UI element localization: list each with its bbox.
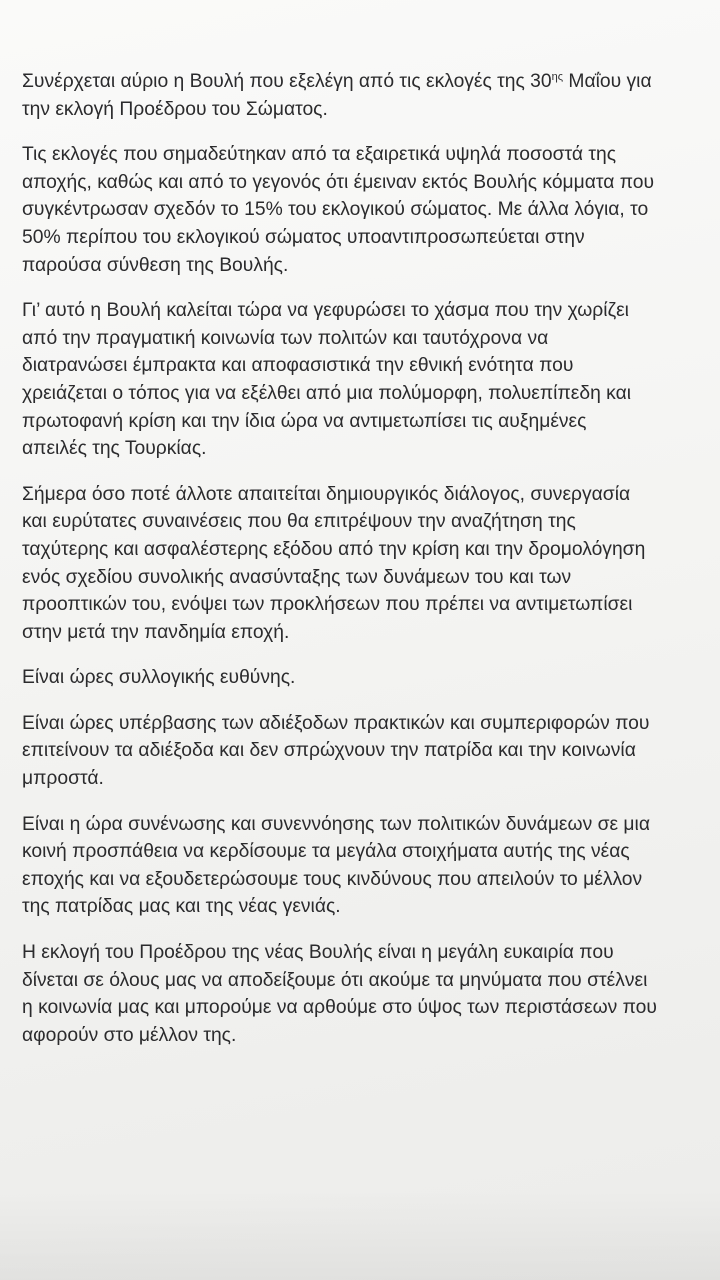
- text-segment: Συνέρχεται αύριο η Βουλή που εξελέγη από τις εκλογές της 30: [22, 71, 552, 92]
- text-line: Η εκλογή του Προέδρου της νέας Βουλής είναι η μεγάλη ευκαιρία που: [22, 942, 614, 964]
- text-line: [22, 68, 710, 96]
- text-line: και ευρύτατες συναινέσεις που θα επιτρέψουν την αναζήτηση της: [22, 511, 576, 533]
- ordinal-superscript: ης: [551, 71, 564, 83]
- text-line: Σήμερα όσο ποτέ άλλοτε απαιτείται δημιουργικός διάλογος, συνεργασία: [22, 483, 631, 505]
- paragraph: [22, 710, 710, 793]
- page-shadow: [0, 1190, 720, 1280]
- text-line: απειλές της Τουρκίας.: [22, 438, 207, 460]
- text-line: ταχύτερης και ασφαλέστερης εξόδου από την κρίση και την δρομολόγηση: [22, 538, 646, 560]
- text-line: Είναι ώρες συλλογικής ευθύνης.: [22, 667, 296, 689]
- document-body: [22, 68, 710, 1067]
- text-line: προοπτικών του, ενόψει των προκλήσεων που πρέπει να αντιμετωπίσει: [22, 594, 633, 616]
- paragraph: [22, 297, 710, 463]
- paragraph: [22, 811, 710, 921]
- text-line: επιτείνουν τα αδιέξοδα και δεν σπρώχνουν την πατρίδα και την κοινωνία: [22, 740, 636, 762]
- text-line: Είναι η ώρα συνένωσης και συνεννόησης των πολιτικών δυνάμεων σε μια: [22, 813, 650, 835]
- text-segment: Μαΐου για: [563, 71, 652, 92]
- text-line: συγκέντρωσαν σχεδόν το 15% του εκλογικού σώματος. Με άλλα λόγια, το: [22, 199, 649, 221]
- paragraph: [22, 939, 710, 1049]
- paragraph: [22, 141, 710, 279]
- text-line: αποχής, καθώς και από το γεγονός ότι έμειναν εκτός Βουλής κόμματα που: [22, 171, 655, 193]
- text-line: Γι’ αυτό η Βουλή καλείται τώρα να γεφυρώσει το χάσμα που την χωρίζει: [22, 300, 629, 322]
- text-line: αφορούν στο μέλλον της.: [22, 1024, 237, 1046]
- text-line: Τις εκλογές που σημαδεύτηκαν από τα εξαιρετικά υψηλά ποσοστά της: [22, 144, 616, 166]
- text-line: μπροστά.: [22, 768, 104, 790]
- text-line: 50% περίπου του εκλογικού σώματος υποαντιπροσωπεύεται στην: [22, 226, 585, 248]
- text-line: της πατρίδας μας και της νέας γενιάς.: [22, 896, 341, 918]
- text-line: κοινή προσπάθεια να κερδίσουμε τα μεγάλα στοιχήματα αυτής της νέας: [22, 841, 630, 863]
- text-line: η κοινωνία μας και μπορούμε να αρθούμε στο ύψος των περιστάσεων που: [22, 997, 657, 1019]
- paragraph: [22, 68, 710, 123]
- text-line: παρούσα σύνθεση της Βουλής.: [22, 254, 289, 276]
- text-line: πρωτοφανή κρίση και την ίδια ώρα να αντιμετωπίσει τις αυξημένες: [22, 410, 587, 432]
- text-line: χρειάζεται ο τόπος για να εξέλθει από μια πολύμορφη, πολυεπίπεδη και: [22, 382, 632, 404]
- text-line: την εκλογή Προέδρου του Σώματος.: [22, 98, 328, 120]
- text-line: εποχής και να εξουδετερώσουμε τους κινδύνους που απειλούν το μέλλον: [22, 868, 643, 890]
- text-line: ενός σχεδίου συνολικής ανασύνταξης των δυνάμεων του και των: [22, 566, 572, 588]
- text-line: Είναι ώρες υπέρβασης των αδιέξοδων πρακτικών και συμπεριφορών που: [22, 712, 650, 734]
- text-line: από την πραγματική κοινωνία των πολιτών και ταυτόχρονα να: [22, 327, 549, 349]
- paragraph: [22, 481, 710, 647]
- text-line: διατρανώσει έμπρακτα και αποφασιστικά την εθνική ενότητα που: [22, 355, 574, 377]
- text-line: στην μετά την πανδημία εποχή.: [22, 621, 290, 643]
- paragraph: [22, 664, 710, 692]
- text-line: δίνεται σε όλους μας να αποδείξουμε ότι ακούμε τα μηνύματα που στέλνει: [22, 969, 648, 991]
